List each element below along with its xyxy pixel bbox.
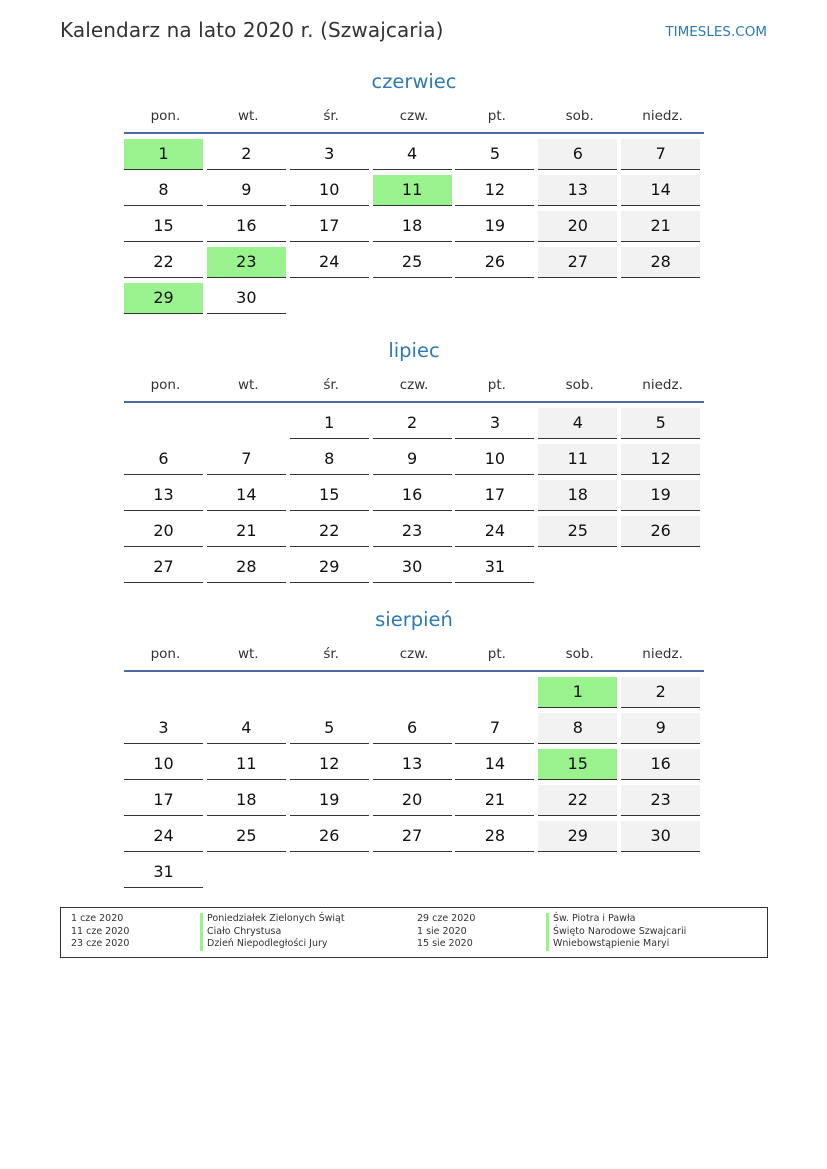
day-number	[207, 857, 286, 887]
day-number: 1	[290, 408, 369, 439]
legend-date: 11 cze 2020	[71, 925, 130, 937]
empty-cell	[538, 283, 621, 319]
day-cell	[621, 785, 704, 821]
day-number: 25	[207, 821, 286, 852]
month-block	[124, 339, 704, 588]
day-number: 5	[290, 713, 369, 744]
day-number	[290, 857, 369, 887]
day-number: 9	[621, 713, 700, 744]
day-number: 15	[290, 480, 369, 511]
day-number: 29	[290, 552, 369, 583]
month-block	[124, 70, 704, 319]
day-cell	[455, 408, 538, 444]
day-number: 6	[538, 139, 617, 170]
weekday-header	[124, 646, 704, 672]
day-number	[373, 283, 452, 313]
weekday-label: pt.	[487, 377, 506, 393]
empty-cell	[373, 283, 456, 319]
day-number: 26	[621, 516, 700, 547]
day-number	[290, 677, 369, 707]
empty-cell	[621, 857, 704, 893]
day-cell	[207, 713, 290, 749]
day-cell	[207, 444, 290, 480]
day-cell	[124, 749, 207, 785]
day-number: 12	[290, 749, 369, 780]
day-cell	[455, 139, 538, 175]
day-number	[124, 408, 203, 438]
week-row	[124, 516, 704, 552]
day-cell	[207, 785, 290, 821]
legend-holiday-name: Dzień Niepodległości Jury	[200, 938, 345, 951]
legend-holiday-name: Św. Piotra i Pawła	[546, 913, 686, 926]
day-number: 28	[621, 247, 700, 278]
day-number: 13	[124, 480, 203, 511]
weekday-label: wt.	[237, 377, 259, 393]
weekday-label: wt.	[237, 108, 259, 124]
weekday-label: pon.	[150, 108, 181, 124]
empty-cell	[373, 857, 456, 893]
day-number: 7	[455, 713, 534, 744]
day-cell	[538, 444, 621, 480]
day-cell	[290, 821, 373, 857]
legend-names-right	[546, 913, 686, 951]
day-number	[455, 677, 534, 707]
day-cell	[621, 211, 704, 247]
day-number: 3	[290, 139, 369, 170]
empty-cell	[455, 677, 538, 713]
legend-date: 23 cze 2020	[71, 938, 130, 949]
day-cell	[621, 677, 704, 713]
week-row	[124, 677, 704, 713]
legend-date: 1 sie 2020	[417, 925, 467, 937]
day-cell	[621, 408, 704, 444]
day-cell	[373, 821, 456, 857]
day-number: 13	[373, 749, 452, 780]
day-number	[207, 408, 286, 438]
day-cell	[373, 211, 456, 247]
day-cell	[538, 713, 621, 749]
day-number: 29	[538, 821, 617, 852]
page-title: Kalendarz na lato 2020 r. (Szwajcaria)	[60, 18, 444, 42]
day-number: 25	[538, 516, 617, 547]
day-number: 5	[621, 408, 700, 439]
weekday-label: sob.	[565, 108, 594, 124]
day-number: 23	[207, 247, 286, 278]
day-number: 30	[621, 821, 700, 852]
legend-date: 15 sie 2020	[417, 938, 473, 949]
day-number: 2	[373, 408, 452, 439]
day-number: 18	[207, 785, 286, 816]
day-cell	[373, 408, 456, 444]
day-cell	[373, 247, 456, 283]
weeks	[124, 677, 704, 893]
week-row	[124, 785, 704, 821]
day-number: 6	[124, 444, 203, 475]
day-cell	[124, 139, 207, 175]
week-row	[124, 857, 704, 893]
day-number: 12	[621, 444, 700, 475]
day-cell	[621, 444, 704, 480]
empty-cell	[455, 283, 538, 319]
day-number: 27	[124, 552, 203, 583]
weekday-label: pon.	[150, 377, 181, 393]
weekday-label: pon.	[150, 646, 181, 662]
day-number	[124, 677, 203, 707]
week-row	[124, 408, 704, 444]
day-cell	[538, 211, 621, 247]
day-number: 20	[124, 516, 203, 547]
weekday-header	[124, 377, 704, 403]
day-number: 6	[373, 713, 452, 744]
weekday-header	[124, 108, 704, 134]
week-row	[124, 821, 704, 857]
day-cell	[124, 480, 207, 516]
day-cell	[373, 552, 456, 588]
day-number: 19	[455, 211, 534, 242]
empty-cell	[455, 857, 538, 893]
day-number: 8	[290, 444, 369, 475]
week-row	[124, 444, 704, 480]
day-number	[538, 857, 617, 887]
day-number	[373, 857, 452, 887]
empty-cell	[207, 408, 290, 444]
day-cell	[538, 247, 621, 283]
day-cell	[124, 785, 207, 821]
holiday-legend	[60, 907, 768, 958]
weekday-label: śr.	[323, 646, 339, 662]
day-number: 2	[207, 139, 286, 170]
day-cell	[290, 480, 373, 516]
weekday-label: śr.	[323, 108, 339, 124]
day-number: 17	[455, 480, 534, 511]
weekday-label: niedz.	[642, 108, 683, 124]
day-cell	[207, 552, 290, 588]
empty-cell	[621, 283, 704, 319]
day-number: 22	[538, 785, 617, 816]
week-row	[124, 247, 704, 283]
day-cell	[455, 247, 538, 283]
day-cell	[373, 175, 456, 211]
legend-holiday-name: Poniedziałek Zielonych Świąt	[200, 913, 345, 926]
day-cell	[621, 516, 704, 552]
day-number: 31	[124, 857, 203, 888]
day-cell	[290, 247, 373, 283]
weeks	[124, 139, 704, 319]
day-cell	[290, 139, 373, 175]
day-cell	[207, 211, 290, 247]
legend-date: 1 cze 2020	[71, 913, 124, 924]
day-number: 23	[621, 785, 700, 816]
day-number	[538, 552, 617, 582]
month-block	[124, 608, 704, 893]
day-cell	[373, 480, 456, 516]
weekday-label: śr.	[323, 377, 339, 393]
day-number: 12	[455, 175, 534, 206]
day-cell	[124, 821, 207, 857]
month-name: lipiec	[388, 339, 440, 362]
day-number: 3	[455, 408, 534, 439]
day-number: 28	[207, 552, 286, 583]
day-number: 24	[290, 247, 369, 278]
weekday-label: czw.	[399, 646, 429, 662]
day-number: 24	[455, 516, 534, 547]
month-name: czerwiec	[371, 70, 457, 93]
legend-holiday-name: Święto Narodowe Szwajcarii	[546, 926, 686, 939]
weeks	[124, 408, 704, 588]
day-number: 19	[621, 480, 700, 511]
day-cell	[290, 516, 373, 552]
day-number: 11	[538, 444, 617, 475]
day-number: 11	[207, 749, 286, 780]
day-cell	[621, 480, 704, 516]
brand-link[interactable]: TIMESLES.COM	[665, 24, 767, 40]
day-number: 2	[621, 677, 700, 708]
day-cell	[290, 552, 373, 588]
weekday-label: czw.	[399, 377, 429, 393]
day-number: 27	[538, 247, 617, 278]
day-number: 14	[621, 175, 700, 206]
day-cell	[621, 713, 704, 749]
empty-cell	[124, 677, 207, 713]
weekday-label: wt.	[237, 646, 259, 662]
day-cell	[290, 444, 373, 480]
empty-cell	[290, 677, 373, 713]
weekday-label: niedz.	[642, 377, 683, 393]
day-cell	[621, 247, 704, 283]
legend-holiday-name: Wniebowstąpienie Maryi	[546, 938, 686, 951]
day-number: 18	[373, 211, 452, 242]
day-number: 23	[373, 516, 452, 547]
day-number: 4	[207, 713, 286, 744]
day-number: 4	[538, 408, 617, 439]
day-cell	[455, 211, 538, 247]
day-number	[207, 677, 286, 707]
day-number: 7	[207, 444, 286, 475]
week-row	[124, 139, 704, 175]
day-number: 8	[538, 713, 617, 744]
day-cell	[207, 139, 290, 175]
empty-cell	[290, 283, 373, 319]
day-cell	[124, 713, 207, 749]
day-cell	[455, 444, 538, 480]
day-cell	[621, 139, 704, 175]
day-cell	[455, 785, 538, 821]
day-number	[290, 283, 369, 313]
day-cell	[373, 444, 456, 480]
day-number	[538, 283, 617, 313]
day-number: 27	[373, 821, 452, 852]
day-cell	[621, 821, 704, 857]
day-number: 31	[455, 552, 534, 583]
month-name: sierpień	[375, 608, 453, 631]
day-cell	[207, 821, 290, 857]
weekday-label: niedz.	[642, 646, 683, 662]
day-number: 10	[124, 749, 203, 780]
day-cell	[538, 516, 621, 552]
empty-cell	[290, 857, 373, 893]
day-cell	[455, 821, 538, 857]
day-cell	[207, 480, 290, 516]
day-cell	[124, 175, 207, 211]
day-cell	[207, 516, 290, 552]
day-cell	[455, 749, 538, 785]
day-cell	[373, 516, 456, 552]
day-number: 25	[373, 247, 452, 278]
week-row	[124, 211, 704, 247]
weekday-label: sob.	[565, 377, 594, 393]
day-number: 24	[124, 821, 203, 852]
day-cell	[455, 175, 538, 211]
day-cell	[207, 749, 290, 785]
day-number: 21	[621, 211, 700, 242]
legend-date: 29 cze 2020	[417, 913, 476, 924]
day-cell	[455, 516, 538, 552]
day-number: 13	[538, 175, 617, 206]
empty-cell	[124, 408, 207, 444]
day-cell	[290, 785, 373, 821]
day-cell	[455, 552, 538, 588]
day-number: 10	[290, 175, 369, 206]
day-cell	[538, 139, 621, 175]
day-number	[455, 283, 534, 313]
day-cell	[124, 552, 207, 588]
day-number: 19	[290, 785, 369, 816]
week-row	[124, 480, 704, 516]
day-number	[621, 283, 700, 313]
day-cell	[373, 749, 456, 785]
day-number: 5	[455, 139, 534, 170]
legend-dates-right	[417, 913, 475, 951]
day-number: 20	[373, 785, 452, 816]
day-cell	[124, 283, 207, 319]
day-cell	[124, 247, 207, 283]
legend-holiday-name: Ciało Chrystusa	[200, 926, 345, 939]
day-cell	[290, 713, 373, 749]
day-cell	[207, 247, 290, 283]
day-cell	[124, 857, 207, 893]
day-number: 3	[124, 713, 203, 744]
day-cell	[621, 749, 704, 785]
day-cell	[124, 444, 207, 480]
empty-cell	[207, 677, 290, 713]
day-number: 17	[290, 211, 369, 242]
day-number: 30	[207, 283, 286, 314]
day-number: 21	[207, 516, 286, 547]
day-number: 15	[124, 211, 203, 242]
day-cell	[290, 175, 373, 211]
day-cell	[207, 175, 290, 211]
day-number: 9	[373, 444, 452, 475]
day-number: 11	[373, 175, 452, 206]
day-number: 28	[455, 821, 534, 852]
day-number: 22	[124, 247, 203, 278]
week-row	[124, 552, 704, 588]
day-cell	[124, 211, 207, 247]
day-number: 26	[455, 247, 534, 278]
weekday-label: czw.	[399, 108, 429, 124]
day-cell	[290, 408, 373, 444]
day-cell	[455, 480, 538, 516]
week-row	[124, 283, 704, 319]
day-number: 20	[538, 211, 617, 242]
day-number: 4	[373, 139, 452, 170]
day-cell	[455, 713, 538, 749]
day-cell	[538, 785, 621, 821]
day-number: 16	[621, 749, 700, 780]
day-cell	[124, 516, 207, 552]
weekday-label: pt.	[487, 646, 506, 662]
week-row	[124, 175, 704, 211]
day-number: 30	[373, 552, 452, 583]
day-cell	[538, 749, 621, 785]
day-number	[455, 857, 534, 887]
empty-cell	[538, 857, 621, 893]
day-number	[373, 677, 452, 707]
empty-cell	[207, 857, 290, 893]
day-number: 10	[455, 444, 534, 475]
day-cell	[538, 480, 621, 516]
day-cell	[290, 211, 373, 247]
day-number: 22	[290, 516, 369, 547]
day-number	[621, 552, 700, 582]
day-number: 14	[455, 749, 534, 780]
day-cell	[538, 175, 621, 211]
day-number: 17	[124, 785, 203, 816]
day-cell	[538, 408, 621, 444]
week-row	[124, 713, 704, 749]
day-number: 7	[621, 139, 700, 170]
day-cell	[373, 139, 456, 175]
day-number: 9	[207, 175, 286, 206]
legend-dates-left	[71, 913, 129, 951]
day-cell	[290, 749, 373, 785]
day-number: 14	[207, 480, 286, 511]
day-number: 26	[290, 821, 369, 852]
day-number: 18	[538, 480, 617, 511]
day-number: 21	[455, 785, 534, 816]
empty-cell	[538, 552, 621, 588]
empty-cell	[621, 552, 704, 588]
day-cell	[373, 785, 456, 821]
day-number: 16	[373, 480, 452, 511]
day-cell	[207, 283, 290, 319]
day-number: 16	[207, 211, 286, 242]
day-number: 1	[538, 677, 617, 708]
day-number: 15	[538, 749, 617, 780]
day-number: 8	[124, 175, 203, 206]
weekday-label: sob.	[565, 646, 594, 662]
week-row	[124, 749, 704, 785]
day-cell	[538, 821, 621, 857]
day-cell	[621, 175, 704, 211]
day-number: 1	[124, 139, 203, 170]
empty-cell	[373, 677, 456, 713]
day-cell	[538, 677, 621, 713]
weekday-label: pt.	[487, 108, 506, 124]
day-number: 29	[124, 283, 203, 314]
day-cell	[373, 713, 456, 749]
day-number	[621, 857, 700, 887]
legend-names-left	[200, 913, 345, 951]
